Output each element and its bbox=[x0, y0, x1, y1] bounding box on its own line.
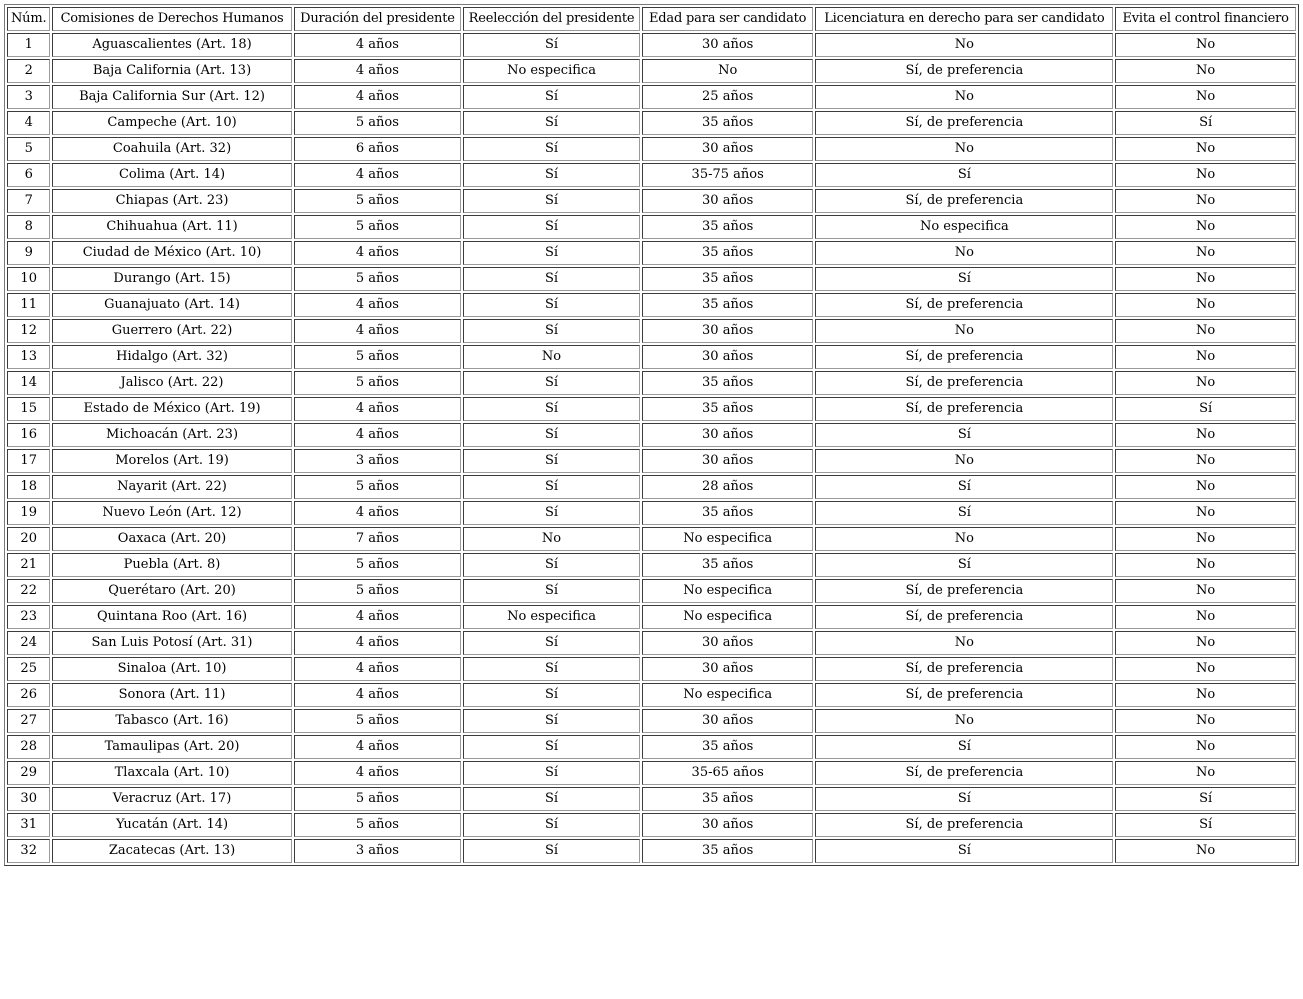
cell-candidate-age: 30 años bbox=[642, 657, 814, 681]
cell-candidate-age: 30 años bbox=[642, 423, 814, 447]
cell-president-term: 5 años bbox=[294, 475, 462, 499]
table-row bbox=[7, 111, 1296, 135]
cell-num: 20 bbox=[7, 527, 50, 551]
cell-financial-control: No bbox=[1115, 163, 1296, 187]
cell-president-reelection: Sí bbox=[463, 267, 640, 291]
cell-num: 8 bbox=[7, 215, 50, 239]
cell-num: 5 bbox=[7, 137, 50, 161]
table-container bbox=[4, 4, 1299, 866]
header-president-reelection: Reelección del presidente bbox=[463, 7, 640, 31]
cell-president-reelection: Sí bbox=[463, 241, 640, 265]
cell-candidate-age: No bbox=[642, 59, 814, 83]
cell-commission: Jalisco (Art. 22) bbox=[52, 371, 291, 395]
cell-president-reelection: Sí bbox=[463, 423, 640, 447]
table-row bbox=[7, 371, 1296, 395]
cell-num: 24 bbox=[7, 631, 50, 655]
cell-commission: Tabasco (Art. 16) bbox=[52, 709, 291, 733]
cell-candidate-age: 28 años bbox=[642, 475, 814, 499]
cell-commission: Ciudad de México (Art. 10) bbox=[52, 241, 291, 265]
cell-law-degree: Sí, de preferencia bbox=[815, 657, 1113, 681]
cell-law-degree: No bbox=[815, 709, 1113, 733]
cell-financial-control: No bbox=[1115, 683, 1296, 707]
cell-num: 7 bbox=[7, 189, 50, 213]
cell-president-reelection: Sí bbox=[463, 319, 640, 343]
table-row bbox=[7, 85, 1296, 109]
cell-law-degree: Sí, de preferencia bbox=[815, 111, 1113, 135]
cell-law-degree: No bbox=[815, 631, 1113, 655]
cell-president-term: 4 años bbox=[294, 319, 462, 343]
cell-commission: Quintana Roo (Art. 16) bbox=[52, 605, 291, 629]
cell-num: 3 bbox=[7, 85, 50, 109]
cell-president-reelection: Sí bbox=[463, 475, 640, 499]
cell-num: 11 bbox=[7, 293, 50, 317]
table-row bbox=[7, 59, 1296, 83]
cell-law-degree: Sí bbox=[815, 553, 1113, 577]
table-row bbox=[7, 813, 1296, 837]
table-row bbox=[7, 345, 1296, 369]
header-num: Núm. bbox=[7, 7, 50, 31]
cell-president-term: 4 años bbox=[294, 241, 462, 265]
cell-president-term: 4 años bbox=[294, 735, 462, 759]
cell-num: 26 bbox=[7, 683, 50, 707]
header-president-term: Duración del presidente bbox=[294, 7, 462, 31]
cell-financial-control: No bbox=[1115, 761, 1296, 785]
cell-financial-control: No bbox=[1115, 553, 1296, 577]
table-row bbox=[7, 293, 1296, 317]
table-row bbox=[7, 839, 1296, 863]
cell-president-term: 5 años bbox=[294, 267, 462, 291]
cell-num: 25 bbox=[7, 657, 50, 681]
table-row bbox=[7, 189, 1296, 213]
cell-candidate-age: 35 años bbox=[642, 371, 814, 395]
cell-president-reelection: Sí bbox=[463, 709, 640, 733]
cell-law-degree: Sí, de preferencia bbox=[815, 761, 1113, 785]
cell-president-term: 5 años bbox=[294, 813, 462, 837]
cell-president-reelection: Sí bbox=[463, 33, 640, 57]
cell-num: 30 bbox=[7, 787, 50, 811]
cell-law-degree: No bbox=[815, 241, 1113, 265]
cell-president-term: 5 años bbox=[294, 553, 462, 577]
cell-president-reelection: Sí bbox=[463, 631, 640, 655]
cell-financial-control: No bbox=[1115, 189, 1296, 213]
cell-candidate-age: 35 años bbox=[642, 111, 814, 135]
cell-candidate-age: 30 años bbox=[642, 33, 814, 57]
table-row bbox=[7, 267, 1296, 291]
cell-president-reelection: Sí bbox=[463, 137, 640, 161]
cell-candidate-age: 30 años bbox=[642, 813, 814, 837]
cell-num: 23 bbox=[7, 605, 50, 629]
table-row bbox=[7, 241, 1296, 265]
cell-president-reelection: Sí bbox=[463, 163, 640, 187]
header-candidate-age: Edad para ser candidato bbox=[642, 7, 814, 31]
cell-president-reelection: Sí bbox=[463, 371, 640, 395]
cell-candidate-age: 30 años bbox=[642, 189, 814, 213]
cell-commission: Baja California (Art. 13) bbox=[52, 59, 291, 83]
table-row bbox=[7, 631, 1296, 655]
cell-financial-control: No bbox=[1115, 839, 1296, 863]
cell-financial-control: No bbox=[1115, 137, 1296, 161]
cell-president-term: 5 años bbox=[294, 111, 462, 135]
cell-candidate-age: 35 años bbox=[642, 293, 814, 317]
table-row bbox=[7, 423, 1296, 447]
cell-president-reelection: Sí bbox=[463, 111, 640, 135]
cell-president-reelection: Sí bbox=[463, 657, 640, 681]
cell-candidate-age: 25 años bbox=[642, 85, 814, 109]
cell-candidate-age: 30 años bbox=[642, 631, 814, 655]
cell-candidate-age: 35 años bbox=[642, 787, 814, 811]
cell-financial-control: Sí bbox=[1115, 397, 1296, 421]
cell-financial-control: No bbox=[1115, 267, 1296, 291]
table-row bbox=[7, 605, 1296, 629]
cell-commission: Nuevo León (Art. 12) bbox=[52, 501, 291, 525]
cell-president-reelection: No especifica bbox=[463, 605, 640, 629]
cell-president-term: 4 años bbox=[294, 293, 462, 317]
cell-president-term: 4 años bbox=[294, 85, 462, 109]
cell-law-degree: No bbox=[815, 33, 1113, 57]
cell-law-degree: Sí bbox=[815, 475, 1113, 499]
cell-num: 17 bbox=[7, 449, 50, 473]
cell-president-term: 5 años bbox=[294, 345, 462, 369]
cell-num: 29 bbox=[7, 761, 50, 785]
cell-candidate-age: 35 años bbox=[642, 501, 814, 525]
cell-num: 16 bbox=[7, 423, 50, 447]
cell-law-degree: Sí, de preferencia bbox=[815, 813, 1113, 837]
cell-num: 21 bbox=[7, 553, 50, 577]
cell-commission: Oaxaca (Art. 20) bbox=[52, 527, 291, 551]
header-commission: Comisiones de Derechos Humanos bbox=[52, 7, 291, 31]
cell-president-reelection: Sí bbox=[463, 787, 640, 811]
table-row bbox=[7, 683, 1296, 707]
cell-law-degree: Sí bbox=[815, 163, 1113, 187]
cell-num: 19 bbox=[7, 501, 50, 525]
cell-financial-control: No bbox=[1115, 345, 1296, 369]
cell-candidate-age: 35-65 años bbox=[642, 761, 814, 785]
cell-president-term: 5 años bbox=[294, 787, 462, 811]
cell-commission: Tamaulipas (Art. 20) bbox=[52, 735, 291, 759]
cell-president-term: 4 años bbox=[294, 397, 462, 421]
cell-financial-control: No bbox=[1115, 475, 1296, 499]
cell-candidate-age: 30 años bbox=[642, 449, 814, 473]
cell-candidate-age: 30 años bbox=[642, 137, 814, 161]
cell-financial-control: No bbox=[1115, 241, 1296, 265]
cell-president-term: 4 años bbox=[294, 501, 462, 525]
cell-law-degree: Sí bbox=[815, 423, 1113, 447]
cell-president-term: 5 años bbox=[294, 709, 462, 733]
cell-candidate-age: 35 años bbox=[642, 241, 814, 265]
cell-commission: Baja California Sur (Art. 12) bbox=[52, 85, 291, 109]
cell-president-term: 4 años bbox=[294, 423, 462, 447]
cell-candidate-age: No especifica bbox=[642, 527, 814, 551]
cell-num: 32 bbox=[7, 839, 50, 863]
cell-law-degree: Sí, de preferencia bbox=[815, 683, 1113, 707]
cell-law-degree: Sí bbox=[815, 839, 1113, 863]
cell-financial-control: No bbox=[1115, 423, 1296, 447]
cell-law-degree: No bbox=[815, 527, 1113, 551]
cell-commission: Tlaxcala (Art. 10) bbox=[52, 761, 291, 785]
cell-financial-control: No bbox=[1115, 501, 1296, 525]
table-header-row bbox=[7, 7, 1296, 31]
cell-president-term: 5 años bbox=[294, 579, 462, 603]
cell-financial-control: No bbox=[1115, 33, 1296, 57]
cell-candidate-age: 30 años bbox=[642, 709, 814, 733]
cell-num: 4 bbox=[7, 111, 50, 135]
cell-president-reelection: Sí bbox=[463, 579, 640, 603]
cell-president-term: 4 años bbox=[294, 163, 462, 187]
cell-law-degree: Sí, de preferencia bbox=[815, 605, 1113, 629]
cell-law-degree: Sí bbox=[815, 267, 1113, 291]
cell-commission: Yucatán (Art. 14) bbox=[52, 813, 291, 837]
cell-law-degree: Sí bbox=[815, 787, 1113, 811]
cell-financial-control: No bbox=[1115, 293, 1296, 317]
cell-commission: Sonora (Art. 11) bbox=[52, 683, 291, 707]
cell-financial-control: No bbox=[1115, 527, 1296, 551]
cell-president-reelection: Sí bbox=[463, 449, 640, 473]
cell-financial-control: No bbox=[1115, 631, 1296, 655]
cell-candidate-age: 35 años bbox=[642, 397, 814, 421]
table-row bbox=[7, 501, 1296, 525]
table-row bbox=[7, 553, 1296, 577]
cell-commission: Michoacán (Art. 23) bbox=[52, 423, 291, 447]
cell-commission: Hidalgo (Art. 32) bbox=[52, 345, 291, 369]
cell-president-term: 5 años bbox=[294, 189, 462, 213]
table-row bbox=[7, 449, 1296, 473]
cell-financial-control: No bbox=[1115, 449, 1296, 473]
cell-law-degree: Sí, de preferencia bbox=[815, 579, 1113, 603]
cell-financial-control: No bbox=[1115, 735, 1296, 759]
cell-financial-control: Sí bbox=[1115, 787, 1296, 811]
cell-president-term: 5 años bbox=[294, 371, 462, 395]
cell-financial-control: Sí bbox=[1115, 813, 1296, 837]
cell-commission: Nayarit (Art. 22) bbox=[52, 475, 291, 499]
cell-president-term: 5 años bbox=[294, 215, 462, 239]
cell-law-degree: No especifica bbox=[815, 215, 1113, 239]
cell-president-reelection: Sí bbox=[463, 761, 640, 785]
cell-num: 22 bbox=[7, 579, 50, 603]
cell-commission: Morelos (Art. 19) bbox=[52, 449, 291, 473]
cell-candidate-age: No especifica bbox=[642, 579, 814, 603]
cell-commission: Guerrero (Art. 22) bbox=[52, 319, 291, 343]
table-row bbox=[7, 735, 1296, 759]
cell-num: 28 bbox=[7, 735, 50, 759]
cell-num: 10 bbox=[7, 267, 50, 291]
cell-commission: Estado de México (Art. 19) bbox=[52, 397, 291, 421]
cell-candidate-age: 35 años bbox=[642, 267, 814, 291]
cell-law-degree: Sí bbox=[815, 501, 1113, 525]
cell-commission: Puebla (Art. 8) bbox=[52, 553, 291, 577]
cell-financial-control: No bbox=[1115, 709, 1296, 733]
table-row bbox=[7, 163, 1296, 187]
cell-president-reelection: Sí bbox=[463, 813, 640, 837]
cell-president-reelection: Sí bbox=[463, 85, 640, 109]
cell-commission: Veracruz (Art. 17) bbox=[52, 787, 291, 811]
cell-president-term: 6 años bbox=[294, 137, 462, 161]
cell-num: 1 bbox=[7, 33, 50, 57]
cell-president-term: 4 años bbox=[294, 657, 462, 681]
cell-financial-control: No bbox=[1115, 85, 1296, 109]
cell-commission: Chiapas (Art. 23) bbox=[52, 189, 291, 213]
cell-law-degree: Sí bbox=[815, 735, 1113, 759]
cell-financial-control: No bbox=[1115, 371, 1296, 395]
cell-candidate-age: 35 años bbox=[642, 553, 814, 577]
table-body bbox=[7, 33, 1296, 863]
cell-commission: San Luis Potosí (Art. 31) bbox=[52, 631, 291, 655]
cell-law-degree: No bbox=[815, 319, 1113, 343]
cell-candidate-age: No especifica bbox=[642, 605, 814, 629]
table-row bbox=[7, 475, 1296, 499]
cell-law-degree: Sí, de preferencia bbox=[815, 293, 1113, 317]
cell-num: 13 bbox=[7, 345, 50, 369]
cell-president-reelection: Sí bbox=[463, 735, 640, 759]
cell-president-term: 4 años bbox=[294, 33, 462, 57]
cell-president-reelection: Sí bbox=[463, 189, 640, 213]
cell-commission: Sinaloa (Art. 10) bbox=[52, 657, 291, 681]
cell-num: 9 bbox=[7, 241, 50, 265]
cell-financial-control: Sí bbox=[1115, 111, 1296, 135]
table-row bbox=[7, 33, 1296, 57]
cell-commission: Campeche (Art. 10) bbox=[52, 111, 291, 135]
cell-commission: Aguascalientes (Art. 18) bbox=[52, 33, 291, 57]
cell-candidate-age: 35 años bbox=[642, 839, 814, 863]
cell-num: 14 bbox=[7, 371, 50, 395]
cell-financial-control: No bbox=[1115, 215, 1296, 239]
cell-president-term: 7 años bbox=[294, 527, 462, 551]
cell-president-term: 3 años bbox=[294, 839, 462, 863]
cell-candidate-age: 35 años bbox=[642, 215, 814, 239]
cell-law-degree: Sí, de preferencia bbox=[815, 59, 1113, 83]
cell-num: 12 bbox=[7, 319, 50, 343]
table-row bbox=[7, 397, 1296, 421]
cell-num: 27 bbox=[7, 709, 50, 733]
cell-commission: Durango (Art. 15) bbox=[52, 267, 291, 291]
table-row bbox=[7, 137, 1296, 161]
cell-commission: Colima (Art. 14) bbox=[52, 163, 291, 187]
cell-president-term: 3 años bbox=[294, 449, 462, 473]
cell-president-term: 4 años bbox=[294, 683, 462, 707]
cell-president-reelection: Sí bbox=[463, 293, 640, 317]
cell-law-degree: No bbox=[815, 85, 1113, 109]
cell-num: 31 bbox=[7, 813, 50, 837]
table-row bbox=[7, 527, 1296, 551]
cell-candidate-age: No especifica bbox=[642, 683, 814, 707]
cell-president-reelection: No bbox=[463, 345, 640, 369]
cell-candidate-age: 30 años bbox=[642, 319, 814, 343]
cell-law-degree: Sí, de preferencia bbox=[815, 345, 1113, 369]
cell-candidate-age: 30 años bbox=[642, 345, 814, 369]
table-row bbox=[7, 215, 1296, 239]
cell-law-degree: No bbox=[815, 449, 1113, 473]
table-row bbox=[7, 579, 1296, 603]
cell-num: 15 bbox=[7, 397, 50, 421]
cell-president-term: 4 años bbox=[294, 761, 462, 785]
cell-financial-control: No bbox=[1115, 319, 1296, 343]
cell-commission: Zacatecas (Art. 13) bbox=[52, 839, 291, 863]
cell-president-reelection: Sí bbox=[463, 397, 640, 421]
cell-president-term: 4 años bbox=[294, 605, 462, 629]
cell-commission: Coahuila (Art. 32) bbox=[52, 137, 291, 161]
cell-president-reelection: No bbox=[463, 527, 640, 551]
cell-president-reelection: Sí bbox=[463, 215, 640, 239]
table-row bbox=[7, 657, 1296, 681]
cell-financial-control: No bbox=[1115, 657, 1296, 681]
cell-president-term: 4 años bbox=[294, 631, 462, 655]
table-row bbox=[7, 761, 1296, 785]
cell-financial-control: No bbox=[1115, 59, 1296, 83]
cell-president-reelection: No especifica bbox=[463, 59, 640, 83]
cell-law-degree: No bbox=[815, 137, 1113, 161]
cell-president-reelection: Sí bbox=[463, 553, 640, 577]
cell-num: 6 bbox=[7, 163, 50, 187]
cell-commission: Querétaro (Art. 20) bbox=[52, 579, 291, 603]
cell-president-term: 4 años bbox=[294, 59, 462, 83]
cell-num: 18 bbox=[7, 475, 50, 499]
cell-law-degree: Sí, de preferencia bbox=[815, 189, 1113, 213]
cell-candidate-age: 35 años bbox=[642, 735, 814, 759]
header-financial-control: Evita el control financiero bbox=[1115, 7, 1296, 31]
cell-president-reelection: Sí bbox=[463, 501, 640, 525]
cell-financial-control: No bbox=[1115, 605, 1296, 629]
table-row bbox=[7, 787, 1296, 811]
cell-law-degree: Sí, de preferencia bbox=[815, 397, 1113, 421]
cell-president-reelection: Sí bbox=[463, 839, 640, 863]
header-law-degree: Licenciatura en derecho para ser candidato bbox=[815, 7, 1113, 31]
cell-financial-control: No bbox=[1115, 579, 1296, 603]
human-rights-commissions-table bbox=[4, 4, 1299, 866]
cell-candidate-age: 35-75 años bbox=[642, 163, 814, 187]
table-row bbox=[7, 709, 1296, 733]
cell-law-degree: Sí, de preferencia bbox=[815, 371, 1113, 395]
table-row bbox=[7, 319, 1296, 343]
cell-num: 2 bbox=[7, 59, 50, 83]
cell-commission: Guanajuato (Art. 14) bbox=[52, 293, 291, 317]
cell-commission: Chihuahua (Art. 11) bbox=[52, 215, 291, 239]
cell-president-reelection: Sí bbox=[463, 683, 640, 707]
